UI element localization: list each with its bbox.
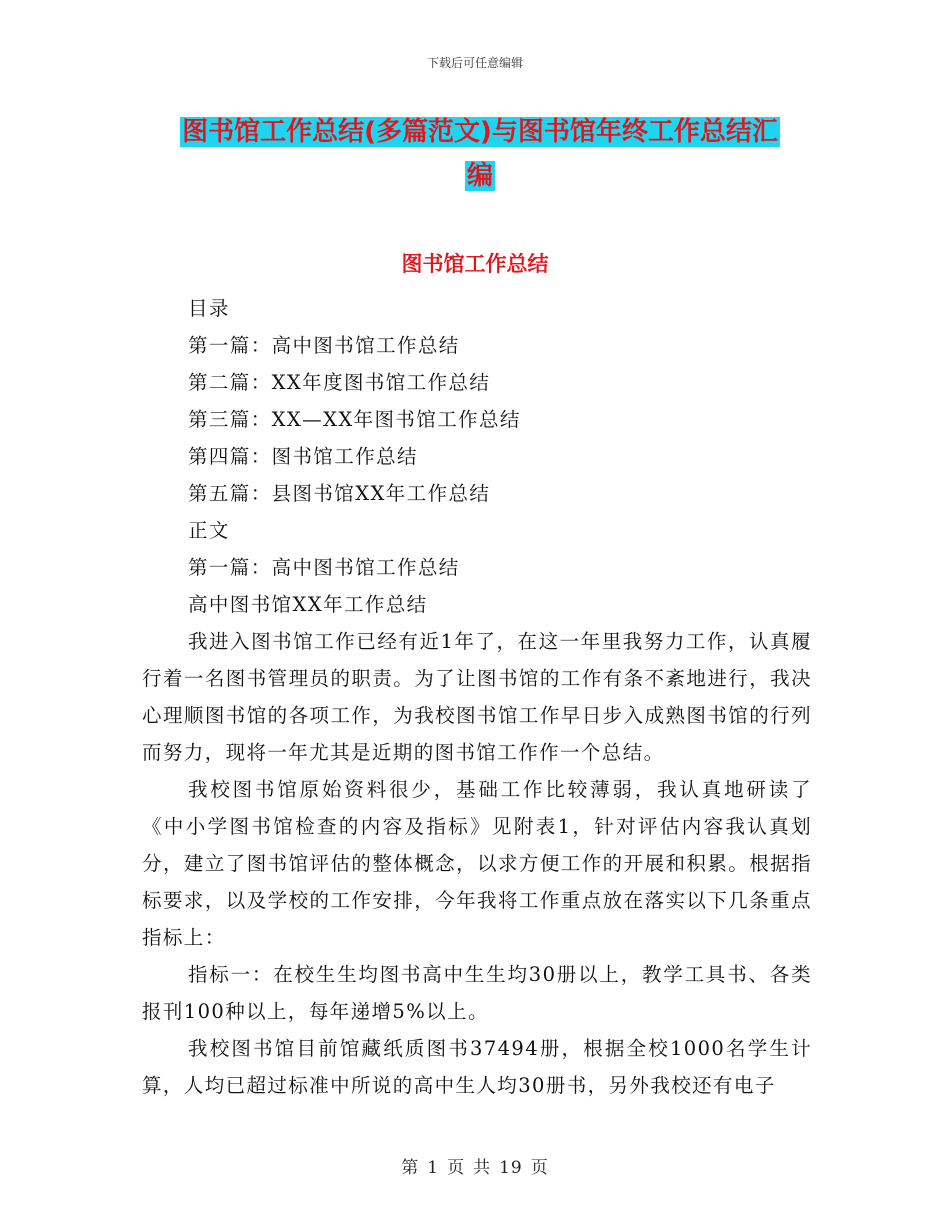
footer-page-number: 1 <box>427 1158 440 1178</box>
document-title-line-1: 图书馆工作总结(多篇范文)与图书馆年终工作总结汇 <box>182 117 778 147</box>
footer-total-pages: 19 <box>499 1158 523 1178</box>
page-footer <box>0 1153 950 1178</box>
body-paragraph: 我进入图书馆工作已经有近1年了，在这一年里我努力工作，认真履行着一名图书管理员的职责。为了让图书馆的工作有条不紊地进行，我决心理顺图书馆的各项工作，为我校图书馆工作早日步入成熟图书馆的行列而努力，现将一年尤其是近期的图书馆工作作一个总结。 <box>142 630 812 764</box>
footer-page-label: 第 <box>401 1158 420 1178</box>
toc-item: 第四篇：图书馆工作总结 <box>188 445 418 468</box>
body-paragraph: 我校图书馆原始资料很少，基础工作比较薄弱，我认真地研读了《中小学图书馆检查的内容及指标》见附表1，针对评估内容我认真划分，建立了图书馆评估的整体概念，以求方便工作的开展和积累。根据指标要求，以及学校的工作安排，今年我将工作重点放在落实以下几条重点指标上： <box>142 778 812 949</box>
document-title-line-2: 编 <box>466 161 493 191</box>
chapter-heading: 第一篇：高中图书馆工作总结 <box>188 556 460 579</box>
section-title: 图书馆工作总结 <box>401 252 549 276</box>
page-header-note: 下载后可任意编辑 <box>426 56 523 70</box>
document-body <box>142 290 812 1104</box>
toc-item: 第三篇：XX—XX年图书馆工作总结 <box>188 408 521 431</box>
toc-item: 第二篇：XX年度图书馆工作总结 <box>188 371 491 394</box>
chapter-subheading: 高中图书馆XX年工作总结 <box>188 593 428 616</box>
document-title <box>140 110 820 198</box>
footer-page-unit: 页 <box>447 1158 466 1178</box>
toc-item: 第五篇：县图书馆XX年工作总结 <box>188 482 491 505</box>
toc-heading: 目录 <box>188 297 230 320</box>
body-paragraph: 我校图书馆目前馆藏纸质图书37494册，根据全校1000名学生计算，人均已超过标准中所说的高中生人均30册书，另外我校还有电子 <box>142 1037 812 1097</box>
body-heading: 正文 <box>188 519 230 542</box>
footer-total-unit: 页 <box>530 1158 549 1178</box>
footer-total-label: 共 <box>473 1158 492 1178</box>
body-paragraph: 指标一：在校生生均图书高中生生均30册以上，教学工具书、各类报刊100种以上，每年递增5%以上。 <box>142 963 812 1023</box>
toc-item: 第一篇：高中图书馆工作总结 <box>188 334 460 357</box>
